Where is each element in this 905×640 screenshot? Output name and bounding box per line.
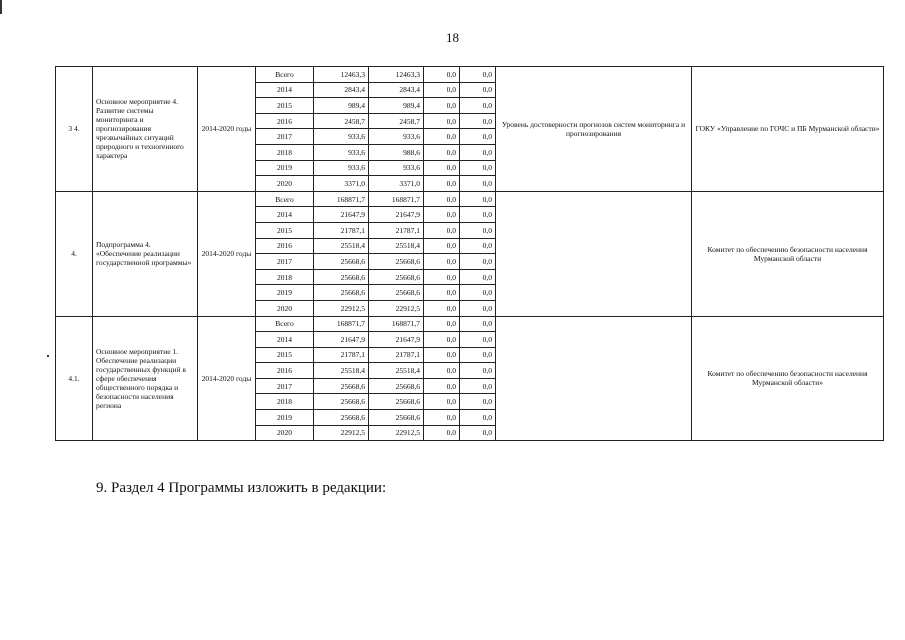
value-regional: 21647,9: [369, 207, 424, 223]
value-federal: 0,0: [424, 332, 460, 348]
value-total: 12463,3: [314, 67, 369, 83]
value-other: 0,0: [460, 378, 496, 394]
value-total: 21787,1: [314, 347, 369, 363]
value-regional: 168871,7: [369, 316, 424, 332]
value-federal: 0,0: [424, 300, 460, 316]
value-federal: 0,0: [424, 144, 460, 160]
value-federal: 0,0: [424, 222, 460, 238]
value-federal: 0,0: [424, 254, 460, 270]
item-period: 2014-2020 годы: [198, 316, 256, 441]
value-federal: 0,0: [424, 191, 460, 207]
year-cell: 2014: [256, 207, 314, 223]
value-federal: 0,0: [424, 410, 460, 426]
item-indicator: Уровень достоверности прогнозов систем мониторинга и прогнозирования: [496, 67, 692, 192]
value-regional: 2843,4: [369, 82, 424, 98]
value-federal: 0,0: [424, 425, 460, 441]
year-cell: 2016: [256, 238, 314, 254]
item-indicator: [496, 191, 692, 316]
value-other: 0,0: [460, 113, 496, 129]
value-other: 0,0: [460, 222, 496, 238]
value-regional: 25668,6: [369, 394, 424, 410]
year-cell: 2019: [256, 410, 314, 426]
value-other: 0,0: [460, 254, 496, 270]
value-regional: 933,6: [369, 129, 424, 145]
table-row: [56, 191, 884, 207]
value-total: 25668,6: [314, 394, 369, 410]
value-total: 22912,5: [314, 300, 369, 316]
value-other: 0,0: [460, 410, 496, 426]
value-total: 168871,7: [314, 191, 369, 207]
year-cell: 2017: [256, 378, 314, 394]
table-row: [56, 67, 884, 83]
value-other: 0,0: [460, 238, 496, 254]
year-cell: 2015: [256, 222, 314, 238]
year-cell: 2018: [256, 144, 314, 160]
value-other: 0,0: [460, 67, 496, 83]
value-regional: 22912,5: [369, 425, 424, 441]
program-table: [55, 66, 884, 441]
value-total: 22912,5: [314, 425, 369, 441]
value-total: 933,6: [314, 129, 369, 145]
item-number: 4.1.: [56, 316, 93, 441]
value-other: 0,0: [460, 82, 496, 98]
value-other: 0,0: [460, 316, 496, 332]
item-period: 2014-2020 годы: [198, 191, 256, 316]
value-total: 2843,4: [314, 82, 369, 98]
year-cell: 2017: [256, 254, 314, 270]
item-responsible: Комитет по обеспечению безопасности населения Мурманской области»: [692, 316, 884, 441]
value-regional: 25668,6: [369, 410, 424, 426]
year-cell: 2018: [256, 269, 314, 285]
value-regional: 21787,1: [369, 347, 424, 363]
item-number: 3 4.: [56, 67, 93, 192]
value-regional: 25668,6: [369, 254, 424, 270]
year-cell: 2018: [256, 394, 314, 410]
scan-dot: [47, 355, 49, 357]
value-total: 168871,7: [314, 316, 369, 332]
value-regional: 25518,4: [369, 363, 424, 379]
value-other: 0,0: [460, 300, 496, 316]
value-other: 0,0: [460, 176, 496, 192]
year-cell: 2017: [256, 129, 314, 145]
year-cell: 2015: [256, 98, 314, 114]
value-regional: 933,6: [369, 160, 424, 176]
value-total: 21647,9: [314, 207, 369, 223]
year-cell: 2020: [256, 425, 314, 441]
value-total: 21787,1: [314, 222, 369, 238]
value-regional: 988,6: [369, 144, 424, 160]
value-other: 0,0: [460, 98, 496, 114]
value-federal: 0,0: [424, 363, 460, 379]
item-indicator: [496, 316, 692, 441]
year-cell: Всего: [256, 191, 314, 207]
value-federal: 0,0: [424, 67, 460, 83]
value-other: 0,0: [460, 207, 496, 223]
year-cell: 2020: [256, 176, 314, 192]
value-total: 25668,6: [314, 378, 369, 394]
value-total: 989,4: [314, 98, 369, 114]
value-other: 0,0: [460, 191, 496, 207]
value-other: 0,0: [460, 160, 496, 176]
value-regional: 21647,9: [369, 332, 424, 348]
value-other: 0,0: [460, 144, 496, 160]
value-federal: 0,0: [424, 394, 460, 410]
section-heading: 9. Раздел 4 Программы изложить в редакции:: [96, 480, 387, 496]
value-regional: 22912,5: [369, 300, 424, 316]
year-cell: 2015: [256, 347, 314, 363]
item-responsible: ГОКУ «Управление по ГОЧС и ПБ Мурманской области»: [692, 67, 884, 192]
value-total: 25668,6: [314, 254, 369, 270]
value-regional: 25668,6: [369, 285, 424, 301]
value-regional: 25518,4: [369, 238, 424, 254]
value-total: 25668,6: [314, 285, 369, 301]
value-federal: 0,0: [424, 98, 460, 114]
value-other: 0,0: [460, 363, 496, 379]
item-name: Основное мероприятие 4. Развитие системы мониторинга и прогнозирования чрезвычайных ситуаций природного и техногенного характера: [93, 67, 198, 192]
value-total: 25518,4: [314, 363, 369, 379]
table-row: [56, 316, 884, 332]
value-federal: 0,0: [424, 160, 460, 176]
value-regional: 12463,3: [369, 67, 424, 83]
item-number: 4.: [56, 191, 93, 316]
value-regional: 3371,0: [369, 176, 424, 192]
value-total: 25668,6: [314, 410, 369, 426]
year-cell: Всего: [256, 67, 314, 83]
year-cell: 2016: [256, 113, 314, 129]
value-federal: 0,0: [424, 176, 460, 192]
value-federal: 0,0: [424, 316, 460, 332]
value-total: 2458,7: [314, 113, 369, 129]
value-regional: 168871,7: [369, 191, 424, 207]
value-regional: 25668,6: [369, 269, 424, 285]
value-federal: 0,0: [424, 207, 460, 223]
value-total: 3371,0: [314, 176, 369, 192]
value-other: 0,0: [460, 269, 496, 285]
year-cell: 2014: [256, 332, 314, 348]
scan-mark: [0, 0, 2, 14]
value-federal: 0,0: [424, 129, 460, 145]
value-federal: 0,0: [424, 238, 460, 254]
value-federal: 0,0: [424, 347, 460, 363]
value-federal: 0,0: [424, 285, 460, 301]
item-period: 2014-2020 годы: [198, 67, 256, 192]
year-cell: 2020: [256, 300, 314, 316]
value-other: 0,0: [460, 129, 496, 145]
value-federal: 0,0: [424, 269, 460, 285]
value-other: 0,0: [460, 425, 496, 441]
value-regional: 21787,1: [369, 222, 424, 238]
item-responsible: Комитет по обеспечению безопасности населения Мурманской области: [692, 191, 884, 316]
value-total: 25668,6: [314, 269, 369, 285]
value-total: 933,6: [314, 144, 369, 160]
value-regional: 989,4: [369, 98, 424, 114]
value-total: 21647,9: [314, 332, 369, 348]
value-federal: 0,0: [424, 378, 460, 394]
value-other: 0,0: [460, 285, 496, 301]
year-cell: 2016: [256, 363, 314, 379]
year-cell: 2014: [256, 82, 314, 98]
item-name: Подпрограмма 4. «Обеспечение реализации государственной программы»: [93, 191, 198, 316]
value-total: 25518,4: [314, 238, 369, 254]
value-other: 0,0: [460, 394, 496, 410]
value-total: 933,6: [314, 160, 369, 176]
value-federal: 0,0: [424, 113, 460, 129]
year-cell: Всего: [256, 316, 314, 332]
value-regional: 25668,6: [369, 378, 424, 394]
item-name: Основное мероприятие 1. Обеспечение реализации государственных функций в сфере обеспечения общественного порядка и безопасности населения региона: [93, 316, 198, 441]
value-regional: 2458,7: [369, 113, 424, 129]
value-federal: 0,0: [424, 82, 460, 98]
value-other: 0,0: [460, 332, 496, 348]
page-number: 18: [446, 30, 459, 45]
year-cell: 2019: [256, 160, 314, 176]
year-cell: 2019: [256, 285, 314, 301]
value-other: 0,0: [460, 347, 496, 363]
